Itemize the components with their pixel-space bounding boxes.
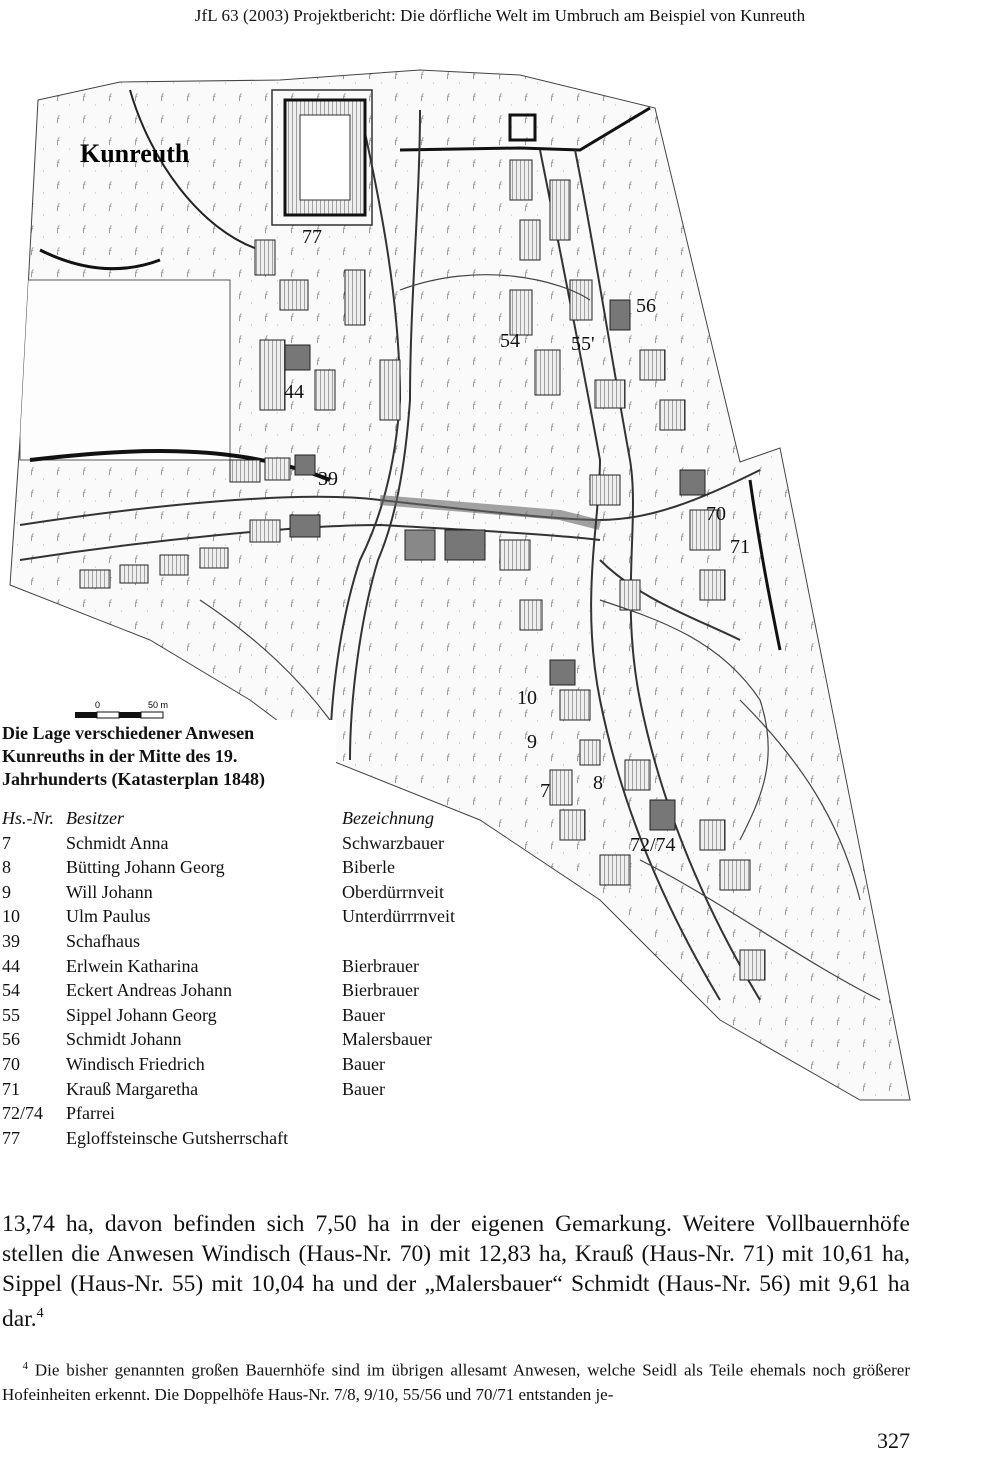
- cell-owner: Schafhaus: [66, 930, 140, 951]
- footnote-marker: 4: [22, 1360, 29, 1372]
- cell-owner: Will Johann: [66, 881, 153, 902]
- owner-table: [0, 806, 480, 1150]
- table-row: [0, 880, 480, 905]
- cell-owner: Erlwein Katharina: [66, 955, 199, 976]
- table-row: [0, 1126, 480, 1151]
- cell-owner: Bütting Johann Georg: [66, 857, 225, 878]
- running-header: JfL 63 (2003) Projektbericht: Die dörfliche Welt im Umbruch am Beispiel von Kunreuth: [194, 6, 806, 25]
- house-label-56: 56: [636, 295, 656, 317]
- cell-owner: Sippel Johann Georg: [66, 1004, 217, 1025]
- cell-nr: 8: [2, 857, 11, 878]
- body-paragraph: [2, 1209, 910, 1334]
- footnote-ref: 4: [36, 1306, 44, 1321]
- cell-owner: Ulm Paulus: [66, 906, 151, 927]
- table-row: [0, 831, 480, 856]
- house-label-70: 70: [706, 503, 726, 525]
- cell-nr: 9: [2, 881, 11, 902]
- cell-owner: Windisch Friedrich: [66, 1053, 205, 1074]
- table-row: [0, 1052, 480, 1077]
- table-row: [0, 1101, 480, 1126]
- table-row: [0, 855, 480, 880]
- cell-owner: Egloffsteinsche Gutsherrschaft: [66, 1127, 289, 1148]
- house-label-7: 7: [540, 780, 550, 802]
- scale-zero: 0: [95, 700, 101, 710]
- cell-owner: Eckert Andreas Johann: [66, 980, 232, 1001]
- footnote: [2, 1354, 910, 1407]
- cell-nr: 56: [2, 1029, 20, 1050]
- house-label-10: 10: [517, 687, 537, 709]
- cell-designation: Unterdürrrnveit: [342, 906, 455, 927]
- footnote-text: Die bisher genannten großen Bauernhöfe sind im übrigen allesamt Anwesen, welche Seidl als Teile ehemals noch größerer Hofeinheiten erkennt. Die Doppelhöfe Haus-Nr. 7/8, 9/10, 55/56 und 70/71 entstanden je-: [2, 1360, 911, 1404]
- cell-nr: 44: [2, 955, 20, 976]
- cell-designation: Schwarzbauer: [342, 832, 444, 853]
- scale-end: 50 m: [148, 700, 169, 710]
- page-number: 327: [877, 1428, 910, 1453]
- table-row: [0, 1027, 480, 1052]
- cell-nr: 55: [2, 1004, 20, 1025]
- cell-owner: Krauß Margaretha: [66, 1078, 199, 1099]
- house-label-71: 71: [730, 536, 750, 558]
- cell-designation: Bierbrauer: [342, 980, 419, 1001]
- cell-owner: Schmidt Anna: [66, 832, 169, 853]
- header-nr: Hs.-Nr.: [2, 808, 55, 828]
- place-label: Kunreuth: [80, 139, 190, 168]
- cell-designation: Malersbauer: [342, 1029, 432, 1050]
- table-row: [0, 978, 480, 1003]
- table-header: [0, 806, 480, 831]
- house-label-9: 9: [527, 731, 537, 753]
- table-row: [0, 904, 480, 929]
- cell-designation: Biberle: [342, 857, 395, 878]
- cell-nr: 39: [2, 930, 20, 951]
- house-label-8: 8: [593, 772, 603, 794]
- house-label-77: 77: [302, 226, 322, 248]
- house-label-55: 55': [571, 333, 595, 355]
- table-row: [0, 1003, 480, 1028]
- cell-designation: Bauer: [342, 1004, 385, 1025]
- cell-nr: 10: [2, 906, 20, 927]
- house-label-54: 54: [500, 330, 520, 352]
- paragraph-text: 13,74 ha, davon befinden sich 7,50 ha in der eigenen Gemarkung. Weitere Vollbauernhöfe stellen die Anwesen Windisch (Haus-Nr. 70) mit 12,83 ha, Krauß (Haus-Nr. 71) mit 10,61 ha, Sippel (Haus-Nr. 55) mit 10,04 ha und der „Malersbauer“ Schmidt (Haus-Nr. 56) mit 9,61 ha dar.: [2, 1211, 910, 1332]
- cell-nr: 70: [2, 1053, 20, 1074]
- cell-nr: 77: [2, 1127, 20, 1148]
- cell-designation: Bauer: [342, 1053, 385, 1074]
- cell-owner: Schmidt Johann: [66, 1029, 182, 1050]
- cell-designation: Bauer: [342, 1078, 385, 1099]
- cell-designation: Oberdürrnveit: [342, 881, 444, 902]
- cell-designation: Bierbrauer: [342, 955, 419, 976]
- house-label-44: 44: [284, 381, 304, 403]
- cell-nr: 7: [2, 832, 11, 853]
- cell-nr: 71: [2, 1078, 20, 1099]
- table-row: [0, 1077, 480, 1102]
- cell-owner: Pfarrei: [66, 1103, 115, 1124]
- table-row: [0, 929, 480, 954]
- header-owner: Besitzer: [66, 808, 124, 828]
- cell-nr: 54: [2, 980, 20, 1001]
- cell-nr: 72/74: [2, 1103, 44, 1124]
- figure-caption: Die Lage verschiedener Anwesen Kunreuths in der Mitte des 19. Jahrhunderts (Katasterplan 1848): [0, 720, 336, 793]
- header-designation: Bezeichnung: [342, 808, 434, 828]
- house-label-72-74: 72/74: [630, 834, 676, 856]
- table-row: [0, 954, 480, 979]
- house-label-39: 39: [318, 468, 338, 490]
